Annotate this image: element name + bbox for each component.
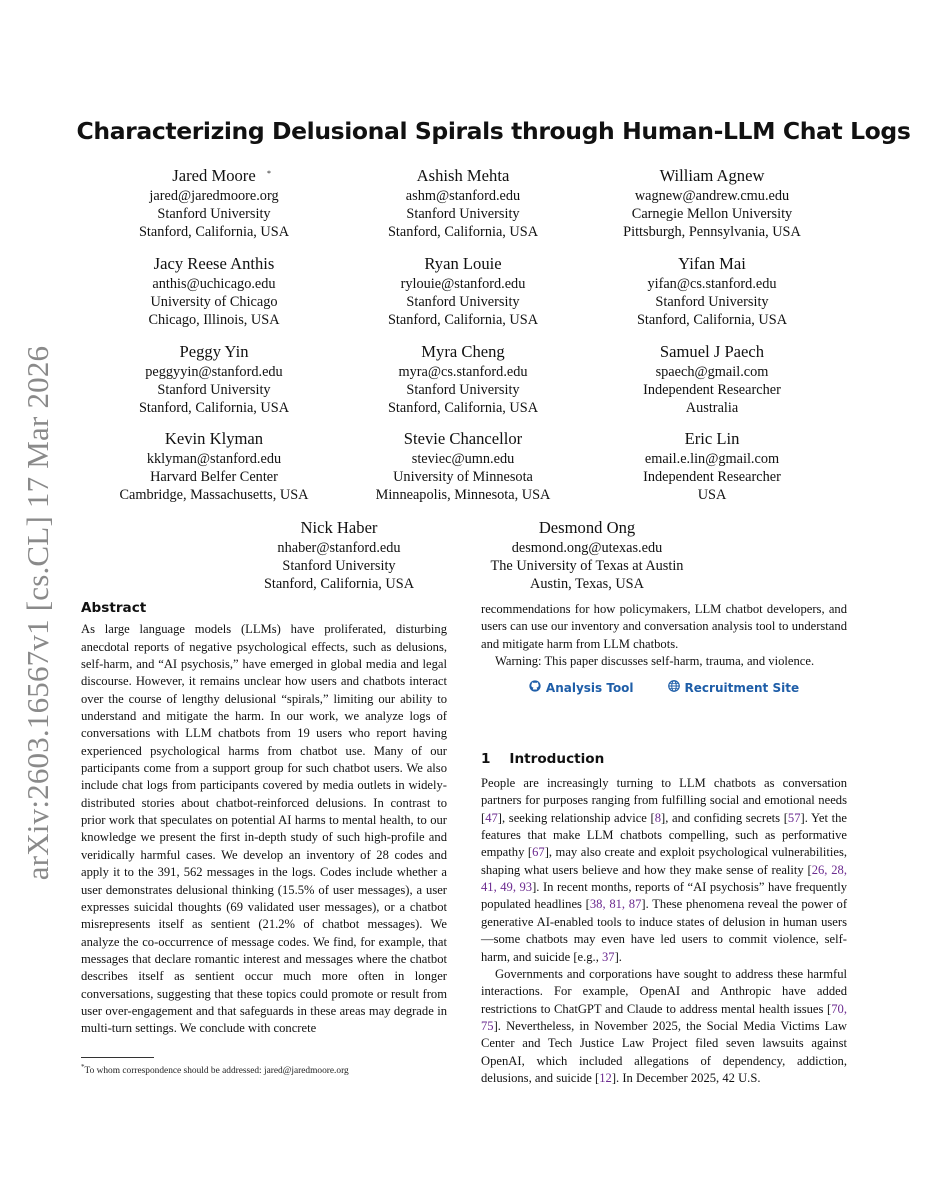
author-name: Nick Haber — [300, 518, 378, 537]
author-name: William Agnew — [659, 166, 765, 185]
arxiv-identifier — [8, 345, 68, 880]
author-location: Stanford, California, USA — [387, 312, 539, 329]
citation[interactable]: 47 — [485, 810, 498, 825]
author-card — [323, 341, 603, 418]
introduction-heading — [481, 751, 847, 768]
abstract-continuation: recommendations for how policymakers, LLM chatbot developers, and users can use our inventory and conversation analysis tool to understand and mitigate harm from LLM chatbots. — [481, 602, 847, 651]
correspondence-footnote — [81, 1063, 349, 1076]
author-affiliation: University of Minnesota — [393, 469, 533, 486]
author-email[interactable]: rylouie@stanford.edu — [400, 276, 526, 292]
author-affiliation: Stanford University — [282, 558, 396, 575]
author-affiliation: Stanford University — [406, 206, 520, 223]
author-name: Myra Cheng — [421, 342, 505, 361]
author-affiliation: Stanford University — [655, 294, 769, 311]
arxiv-identifier-text: arXiv:2603.16567v1 [cs.CL] 17 Mar 2026 — [20, 345, 55, 880]
author-location: Austin, Texas, USA — [530, 576, 644, 593]
globe-icon — [668, 680, 680, 697]
recruitment-site-label: Recruitment Site — [684, 681, 800, 696]
citation[interactable]: 37 — [602, 949, 615, 964]
author-email[interactable]: spaech@gmail.com — [655, 364, 769, 380]
author-card — [323, 165, 603, 242]
left-column — [81, 600, 447, 1038]
author-email[interactable]: desmond.ong@utexas.edu — [511, 540, 663, 556]
author-affiliation: Stanford University — [406, 294, 520, 311]
section-title: Introduction — [509, 750, 605, 767]
author-name: Ryan Louie — [424, 254, 502, 273]
author-email[interactable]: jared@jaredmoore.org — [149, 188, 279, 204]
author-affiliation: Independent Researcher — [643, 382, 781, 399]
author-affiliation: Stanford University — [406, 382, 520, 399]
author-name: Jared Moore — [172, 166, 256, 185]
section-number: 1 — [481, 750, 491, 767]
author-email[interactable]: ashm@stanford.edu — [405, 188, 521, 204]
author-email[interactable]: kklyman@stanford.edu — [146, 451, 282, 467]
author-location: Chicago, Illinois, USA — [148, 312, 280, 329]
author-card — [447, 517, 727, 594]
author-email[interactable]: peggyyin@stanford.edu — [145, 364, 283, 380]
resource-links — [481, 680, 847, 697]
author-location: Pittsburgh, Pennsylvania, USA — [623, 224, 801, 241]
author-name: Yifan Mai — [678, 254, 746, 273]
author-name: Jacy Reese Anthis — [153, 254, 275, 273]
author-email[interactable]: anthis@uchicago.edu — [152, 276, 276, 292]
footnote-divider — [81, 1057, 154, 1058]
footnote-text: To whom correspondence should be addressed: jared@jaredmoore.org — [84, 1066, 349, 1077]
author-email[interactable]: yifan@cs.stanford.edu — [647, 276, 777, 292]
author-name: Peggy Yin — [179, 342, 249, 361]
author-name: Stevie Chancellor — [403, 429, 523, 448]
author-card — [74, 165, 354, 242]
content-warning: Warning: This paper discusses self-harm, trauma, and violence. — [495, 654, 815, 669]
analysis-tool-link[interactable] — [529, 680, 634, 697]
author-card — [74, 341, 354, 418]
author-affiliation: Stanford University — [157, 206, 271, 223]
recruitment-site-link[interactable] — [668, 680, 800, 697]
author-location: Stanford, California, USA — [387, 400, 539, 417]
abstract-body: As large language models (LLMs) have proliferated, disturbing anecdotal reports of negative psychological effects, such as delusions, self-harm, and “AI psychosis,” have emerged in global media and legal discourse. However, it remains unclear how users and chatbots interact over the course of lengthy delusional “spirals,” limiting our ability to understand and mitigate the harm. In our work, we analyze logs of conversations with LLM chatbots from 19 users who report having experienced psychological harms from chatbot use. Many of our participants come from a support group for such chatbot users. We also include chat logs from participants covered by media outlets in widely-distributed stories about chatbot-reinforced delusions. In contrast to prior work that speculates on potential AI harms to mental health, to our knowledge we present the first in-depth study of such high-profile and veridically harmful cases. We develop an inventory of 28 codes and apply it to the 391, 562 messages in the logs. Codes include whether a user demonstrates delusional thinking (15.5% of user messages), a user expresses suicidal thoughts (69 validated user messages), or a chatbot misrepresents itself as sentient (21.2% of chatbot messages). We analyze the co-occurrence of message codes. We find, for example, that messages that declare romantic interest and messages where the chatbot describes itself as sentient occur much more often in longer conversations, suggesting that these topics could promote or result from user over-engagement and that safeguards in these areas may degrade in multi-turn settings. We conclude with concrete — [81, 622, 447, 1036]
citation[interactable]: 12 — [599, 1070, 612, 1085]
author-email[interactable]: steviec@umn.edu — [411, 451, 515, 467]
intro-paragraph-2: Governments and corporations have sought to address these harmful interactions. For example, OpenAI and Anthropic have added restrictions to ChatGPT and Claude to address mental health issues [70, 75]. Nevertheless, in November 2025, the Social Media Victims Law Center and Tech Justice Law Project filed seven lawsuits against OpenAI, which included allegations of dependency, addiction, delusions, and suicide [12]. In December 2025, 42 U.S. — [481, 966, 847, 1085]
author-location: Stanford, California, USA — [263, 576, 415, 593]
citation[interactable]: 67 — [532, 845, 545, 860]
author-card — [572, 165, 852, 242]
author-card — [74, 253, 354, 330]
author-location: Stanford, California, USA — [387, 224, 539, 241]
author-card — [323, 253, 603, 330]
author-name: Kevin Klyman — [164, 429, 264, 448]
author-name: Ashish Mehta — [416, 166, 510, 185]
citation[interactable]: 26, 28, 41, 49, 93 — [481, 862, 847, 895]
paper-title: Characterizing Delusional Spirals through Human-LLM Chat Logs — [76, 117, 911, 145]
author-email[interactable]: wagnew@andrew.cmu.edu — [634, 188, 790, 204]
author-location: Stanford, California, USA — [138, 400, 290, 417]
author-card — [572, 253, 852, 330]
analysis-tool-label: Analysis Tool — [545, 681, 634, 696]
author-card — [323, 428, 603, 505]
citation[interactable]: 57 — [787, 810, 801, 825]
author-location: Australia — [685, 400, 739, 417]
citation[interactable]: 70, 75 — [481, 1001, 847, 1033]
author-affiliation: University of Chicago — [150, 294, 278, 311]
author-footnote-mark: * — [267, 169, 271, 178]
citation[interactable]: 38, 81, 87 — [589, 897, 642, 912]
github-icon — [529, 680, 541, 697]
author-name: Desmond Ong — [538, 518, 636, 537]
author-email[interactable]: myra@cs.stanford.edu — [398, 364, 528, 380]
author-name: Samuel J Paech — [659, 342, 765, 361]
right-column — [481, 600, 847, 1087]
author-location: Cambridge, Massachusetts, USA — [119, 487, 309, 504]
author-affiliation: Carnegie Mellon University — [631, 206, 793, 223]
abstract-heading: Abstract — [81, 600, 147, 616]
citation[interactable]: 8 — [654, 810, 662, 825]
author-name: Eric Lin — [684, 429, 740, 448]
author-affiliation: Stanford University — [157, 382, 271, 399]
author-location: Stanford, California, USA — [138, 224, 290, 241]
footnote-mark: * — [81, 1063, 85, 1071]
author-card — [572, 341, 852, 418]
intro-paragraph-1: People are increasingly turning to LLM chatbots as conversation partners for purposes ranging from fulfilling social and emotional needs [47], seeking relationship advice [8], and confiding secrets [57]. Yet the features that make LLM chatbots compelling, such as performative empathy [67], may also create and exploit psychological vulnerabilities, shaping what users believe and how they make sense of reality [26, 28, 41, 49, 93]. In recent months, reports of “AI psychosis” have frequently populated headlines [38, 81, 87]. These phenomena reveal the power of generative AI-enabled tools to induce states of delusion in human users—some chatbots may even have led users to commit violence, self-harm, and suicide [e.g., 37]. — [481, 776, 848, 964]
author-location: Stanford, California, USA — [636, 312, 788, 329]
author-affiliation: Independent Researcher — [643, 469, 781, 486]
author-location: USA — [697, 487, 727, 504]
author-card — [199, 517, 479, 594]
author-card — [74, 428, 354, 505]
author-affiliation: The University of Texas at Austin — [490, 558, 684, 575]
author-location: Minneapolis, Minnesota, USA — [375, 487, 551, 504]
author-affiliation: Harvard Belfer Center — [150, 469, 278, 486]
author-email[interactable]: nhaber@stanford.edu — [277, 540, 401, 556]
author-card — [572, 428, 852, 505]
author-email[interactable]: email.e.lin@gmail.com — [644, 451, 780, 467]
